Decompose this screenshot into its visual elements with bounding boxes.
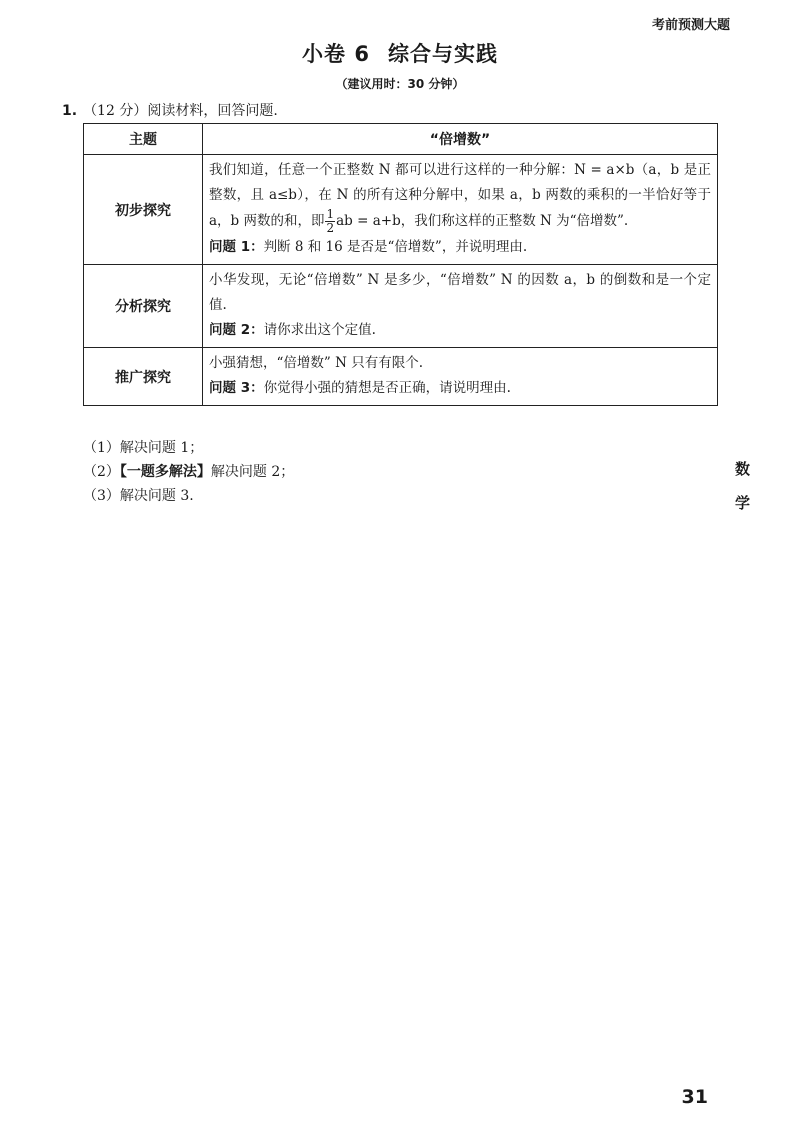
suggested-time: （建议用时：30 分钟） [335, 77, 465, 91]
question-body: 请你求出这个定值. [263, 322, 376, 338]
sub-question-prefix: （3） [83, 488, 120, 504]
side-label-subject-1: 数 [735, 460, 751, 478]
sub-question-text: 解决问题 3. [119, 488, 194, 504]
fraction-denominator: 2 [326, 221, 335, 235]
row-content [203, 348, 718, 406]
row-topic: 分析探究 [84, 265, 203, 348]
row-text-tail: ab = a+b，我们称这样的正整数 N 为“倍增数”. [336, 213, 629, 229]
header-tag: 考前预测大题 [651, 18, 730, 33]
sub-question-prefix: （1） [83, 440, 120, 456]
fraction-numerator: 1 [326, 207, 335, 221]
row-text: 小强猜想，“倍增数” N 只有有限个. [209, 355, 423, 371]
table-row [84, 348, 718, 406]
sub-question-text: 解决问题 2； [210, 464, 295, 480]
table-header-row [84, 124, 718, 155]
method-tag: 【一题多解法】 [119, 464, 211, 480]
row-topic: 初步探究 [84, 155, 203, 265]
table-row [84, 265, 718, 348]
sub-questions [83, 436, 294, 508]
title-main: 综合与实践 [387, 42, 498, 66]
row-topic: 推广探究 [84, 348, 203, 406]
row-text: 我们知道，任意一个正整数 N 都可以进行这样的一种分解：N = a×b（a，b 是正整数，且 a≤b），在 N 的所有这种分解中，如果 a，b 两数的乘积的一半恰好等于 a，b 两数的和，即 [209, 162, 711, 229]
question-label: 问题 2： [209, 322, 264, 338]
title-prefix: 小卷 6 [302, 42, 370, 66]
sub-question-2 [83, 460, 294, 484]
row-text: 小华发现，无论“倍增数” N 是多少，“倍增数” N 的因数 a，b 的倒数和是一个定值. [209, 272, 711, 313]
fraction [325, 208, 335, 235]
sub-question-3 [83, 484, 294, 508]
side-label-subject-2: 学 [735, 494, 751, 512]
row-content [203, 155, 718, 265]
sub-question-1 [83, 436, 294, 460]
question-body: 判断 8 和 16 是否是“倍增数”，并说明理由. [263, 239, 528, 255]
question-number: 1. [62, 103, 78, 119]
page-title [0, 38, 800, 68]
header-subject: “倍增数” [203, 124, 718, 155]
question-body: 你觉得小强的猜想是否正确，请说明理由. [263, 380, 511, 396]
header-topic: 主题 [84, 124, 203, 155]
sub-question-prefix: （2） [83, 464, 120, 480]
page-number: 31 [681, 1086, 708, 1108]
material-table [83, 123, 718, 406]
table-row [84, 155, 718, 265]
sub-question-text: 解决问题 1； [119, 440, 204, 456]
question-stem [62, 100, 278, 120]
question-label: 问题 3： [209, 380, 264, 396]
question-text: （12 分）阅读材料，回答问题. [83, 103, 278, 119]
question-label: 问题 1： [209, 239, 264, 255]
row-content [203, 265, 718, 348]
